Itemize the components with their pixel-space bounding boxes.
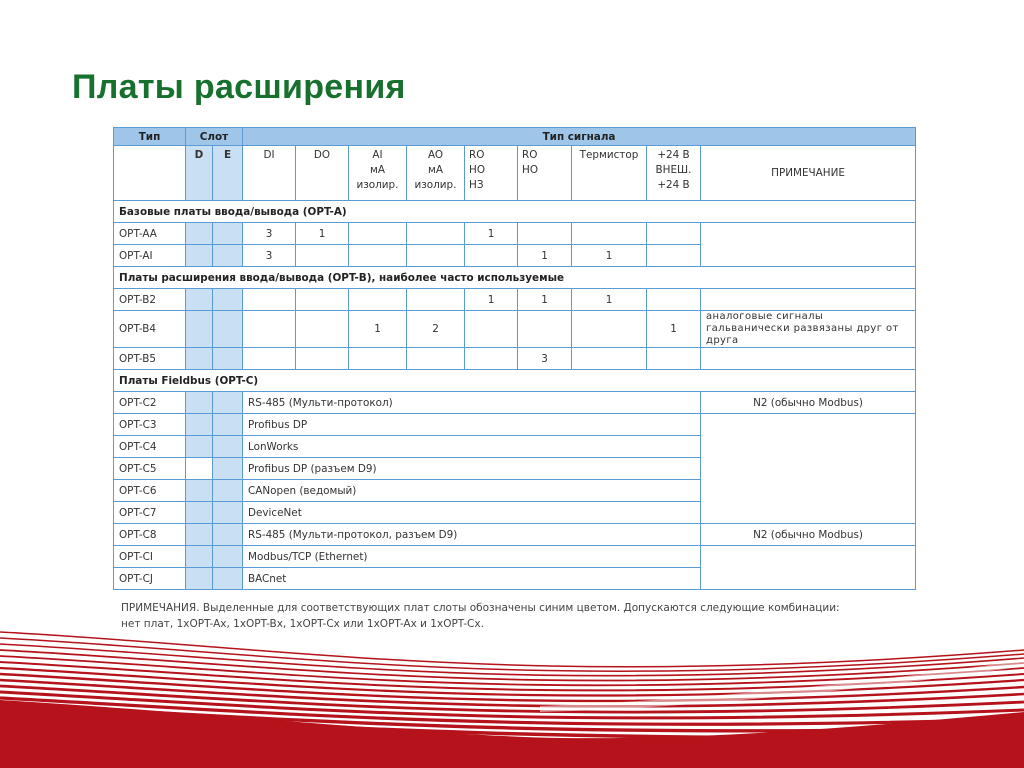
- table-row: OPT-C2 RS-485 (Мульти-протокол) N2 (обычно Modbus): [114, 392, 916, 414]
- footnote: ПРИМЕЧАНИЯ. Выделенные для соответствующих плат слоты обозначены синим цветом. Допускаются следующие комбинации: нет плат, 1xOPT-Ax, 1xOPT-Bx, 1xOPT-Cx или 1xOPT-Ax и 1xOPT-Cx.: [121, 602, 840, 630]
- table-row: OPT-B4 1 2 1 аналоговые сигналы гальванически развязаны друг от друга: [114, 311, 916, 348]
- table-row: OPT-B5 3: [114, 348, 916, 370]
- header-slot: Слот: [186, 128, 243, 146]
- col-note: ПРИМЕЧАНИЕ: [701, 146, 916, 201]
- section-opt-b: Платы расширения ввода/вывода (OPT-B), наиболее часто используемые: [114, 267, 916, 289]
- table-row: OPT-CJ BACnet: [114, 568, 916, 590]
- col-ai: AI мА изолир.: [349, 146, 407, 201]
- table-row: OPT-AA 3 1 1: [114, 223, 916, 245]
- col-ao: AO мА изолир.: [407, 146, 465, 201]
- section-row: [114, 201, 916, 223]
- table-row: OPT-C5 Profibus DP (разъем D9): [114, 458, 916, 480]
- note-cell: аналоговые сигналы гальванически развязаны друг от друга: [701, 311, 916, 348]
- table-row: OPT-AI 3 1 1: [114, 245, 916, 267]
- wave-white-band: [540, 660, 1024, 712]
- header-type: Тип: [114, 128, 186, 146]
- section-opt-c: Платы Fieldbus (OPT-C): [114, 370, 916, 392]
- section-opt-a: Базовые платы ввода/вывода (OPT-A): [114, 201, 916, 223]
- table-row: OPT-C6 CANopen (ведомый): [114, 480, 916, 502]
- table-row: OPT-C3 Profibus DP: [114, 414, 916, 436]
- note-cell: N2 (обычно Modbus): [701, 524, 916, 546]
- note-cell: N2 (обычно Modbus): [701, 392, 916, 414]
- section-row: [114, 267, 916, 289]
- slot-d-header: D: [186, 146, 213, 201]
- table-row: OPT-B2 1 1 1: [114, 289, 916, 311]
- expansion-boards-table: [113, 127, 916, 590]
- wave-solid: [0, 700, 1024, 768]
- table-row: OPT-C7 DeviceNet: [114, 502, 916, 524]
- subheader-row: [114, 146, 916, 201]
- section-row: [114, 370, 916, 392]
- header-row: [114, 128, 916, 146]
- header-signal-type: Тип сигнала: [243, 128, 916, 146]
- col-di: DI: [243, 146, 296, 201]
- col-ro-no: RO НО: [518, 146, 572, 201]
- table-row: OPT-CI Modbus/TCP (Ethernet): [114, 546, 916, 568]
- table-row: OPT-C8 RS-485 (Мульти-протокол, разъем D9) N2 (обычно Modbus): [114, 524, 916, 546]
- slot-e-header: E: [213, 146, 243, 201]
- page-title: Платы расширения: [72, 68, 406, 106]
- col-do: DO: [296, 146, 349, 201]
- col-ro-no-nc: RO НО НЗ: [465, 146, 518, 201]
- col-thermistor: Термистор: [572, 146, 647, 201]
- col-24v: +24 В ВНЕШ. +24 В: [647, 146, 701, 201]
- wave-stripes: [0, 632, 1024, 738]
- table-row: OPT-C4 LonWorks: [114, 436, 916, 458]
